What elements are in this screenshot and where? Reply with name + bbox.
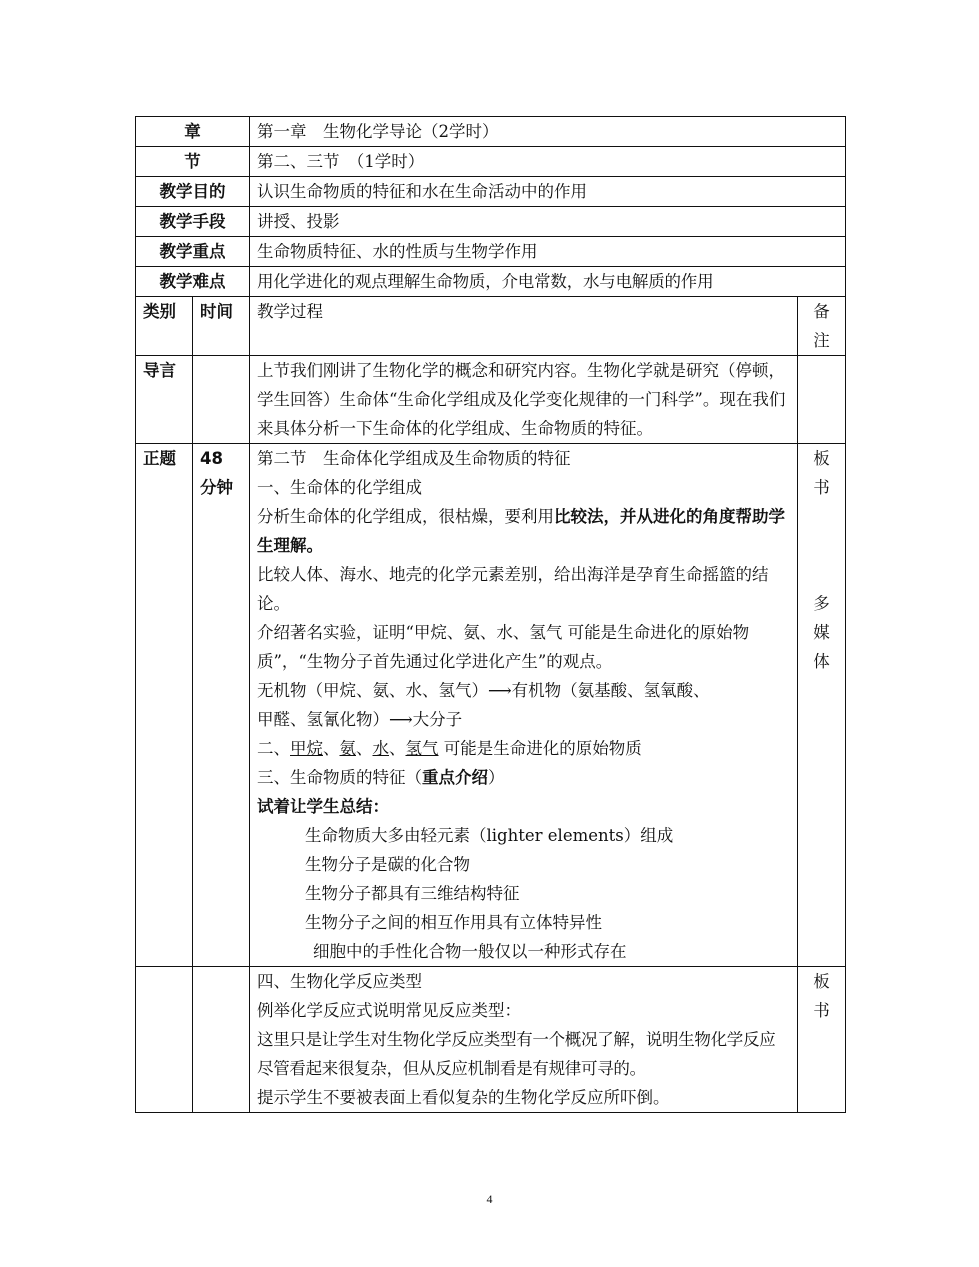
- evolution-chain-line1: 无机物（甲烷、氨、水、氢气）⟶有机物（氨基酸、氢氧酸、: [257, 681, 710, 700]
- heading-composition: 一、生命体的化学组成: [257, 478, 422, 497]
- main-category: 正题: [136, 444, 193, 967]
- method-value: 讲授、投影: [250, 207, 846, 237]
- goal-row: [136, 177, 846, 207]
- main-time-unit: 分钟: [200, 478, 233, 497]
- reaction-note-2: 书: [813, 1001, 830, 1020]
- h2-suffix: 可能是生命进化的原始物质: [438, 739, 642, 758]
- chapter-label: 章: [136, 117, 250, 147]
- section-value: 第二、三节 （1学时）: [250, 147, 846, 177]
- feature-item: 生物分子都具有三维结构特征: [305, 884, 520, 903]
- note-board-1: 板: [813, 449, 830, 468]
- feature-item: 生物分子是碳的化合物: [305, 855, 470, 874]
- reaction-example: 例举化学反应式说明常见反应类型：: [257, 1001, 521, 1020]
- process-column-header: 教学过程: [250, 297, 798, 356]
- h2-word-hydrogen: 氢气: [405, 739, 439, 758]
- feature-item: 生命物质大多由轻元素（lighter elements）组成: [305, 826, 674, 845]
- paragraph-compare-method: [257, 502, 790, 560]
- key-point-row: [136, 237, 846, 267]
- note-media-1: 多: [813, 594, 830, 613]
- note-spacer: [805, 502, 838, 589]
- h2-word-methane: 甲烷: [290, 739, 323, 758]
- heading-reaction-types: 四、生物化学反应类型: [257, 972, 422, 991]
- h3-close: ）: [488, 768, 505, 787]
- paragraph-experiment: 介绍著名实验，证明“甲烷、氨、水、氢气 可能是生命进化的原始物质”，“生物分子首先通过化学进化产生”的观点。: [257, 623, 750, 671]
- main-note: [798, 444, 846, 967]
- chapter-row: [136, 117, 846, 147]
- category-column-header: 类别: [136, 297, 193, 356]
- paragraph-elements: 比较人体、海水、地壳的化学元素差别，给出海洋是孕育生命摇篮的结论。: [257, 565, 769, 613]
- h3-bold: 重点介绍: [422, 768, 488, 787]
- main-section-title: 第二节 生命体化学组成及生命物质的特征: [257, 449, 571, 468]
- intro-row: [136, 356, 846, 444]
- goal-value: 认识生命物质的特征和水在生命活动中的作用: [250, 177, 846, 207]
- intro-time: [193, 356, 250, 444]
- h2-word-ammonia: 氨: [339, 739, 356, 758]
- goal-label: 教学目的: [136, 177, 250, 207]
- intro-text: 上节我们刚讲了生物化学的概念和研究内容。生物化学就是研究（停顿，学生回答）生命体“生命化学组成及化学变化规律的一门科学”。现在我们来具体分析一下生命体的化学组成、生命物质的特征。: [250, 356, 798, 444]
- reaction-reminder: 提示学生不要被表面上看似复杂的生物化学反应所吓倒。: [257, 1088, 670, 1107]
- paragraph-compare-normal: 分析生命体的化学组成，很枯燥，要利用: [257, 507, 554, 526]
- lesson-plan-table: [135, 116, 846, 1113]
- reaction-note: [798, 967, 846, 1113]
- reaction-explanation: 这里只是让学生对生物化学反应类型有一个概况了解，说明生物化学反应尽管看起来很复杂，但从反应机制看是有规律可寻的。: [257, 1030, 776, 1078]
- reaction-row: [136, 967, 846, 1113]
- key-point-value: 生命物质特征、水的性质与生物学作用: [250, 237, 846, 267]
- note-media-2: 媒: [813, 623, 830, 642]
- method-row: [136, 207, 846, 237]
- difficulty-label: 教学难点: [136, 267, 250, 297]
- h2-word-water: 水: [372, 739, 389, 758]
- main-time: [193, 444, 250, 967]
- heading-life-matter-features: [257, 763, 790, 792]
- difficulty-row: [136, 267, 846, 297]
- main-process: [250, 444, 798, 967]
- reaction-process: [250, 967, 798, 1113]
- page-number: 4: [486, 1192, 493, 1206]
- note-media-3: 体: [813, 652, 830, 671]
- paragraph-compare-bold: 比较法，并从进化的角度帮助学生理解。: [257, 507, 785, 555]
- chapter-value: 第一章 生物化学导论（2学时）: [250, 117, 846, 147]
- difficulty-value: 用化学进化的观点理解生命物质，介电常数，水与电解质的作用: [250, 267, 846, 297]
- note-header-text: 备注: [813, 302, 830, 350]
- h2-prefix: 二、: [257, 739, 290, 758]
- intro-category: 导言: [136, 356, 193, 444]
- h2-sep2: 、: [356, 739, 373, 758]
- method-label: 教学手段: [136, 207, 250, 237]
- note-column-header: [798, 297, 846, 356]
- evolution-chain-line2: 甲醛、氢氰化物）⟶大分子: [257, 710, 463, 729]
- reaction-time: [193, 967, 250, 1113]
- heading-primitive-matter: [257, 734, 790, 763]
- main-topic-row: [136, 444, 846, 967]
- h2-sep3: 、: [389, 739, 406, 758]
- key-point-label: 教学重点: [136, 237, 250, 267]
- intro-note: [798, 356, 846, 444]
- time-column-header: 时间: [193, 297, 250, 356]
- column-header-row: [136, 297, 846, 356]
- section-label: 节: [136, 147, 250, 177]
- h2-sep1: 、: [323, 739, 340, 758]
- h3-normal: 三、生命物质的特征（: [257, 768, 422, 787]
- section-row: [136, 147, 846, 177]
- reaction-category: [136, 967, 193, 1113]
- reaction-note-1: 板: [813, 972, 830, 991]
- feature-item: 细胞中的手性化合物一般仅以一种形式存在: [313, 942, 627, 961]
- summary-prompt: 试着让学生总结：: [257, 797, 389, 816]
- note-board-2: 书: [813, 478, 830, 497]
- main-time-number: 48: [200, 449, 223, 468]
- feature-item: 生物分子之间的相互作用具有立体特异性: [305, 913, 602, 932]
